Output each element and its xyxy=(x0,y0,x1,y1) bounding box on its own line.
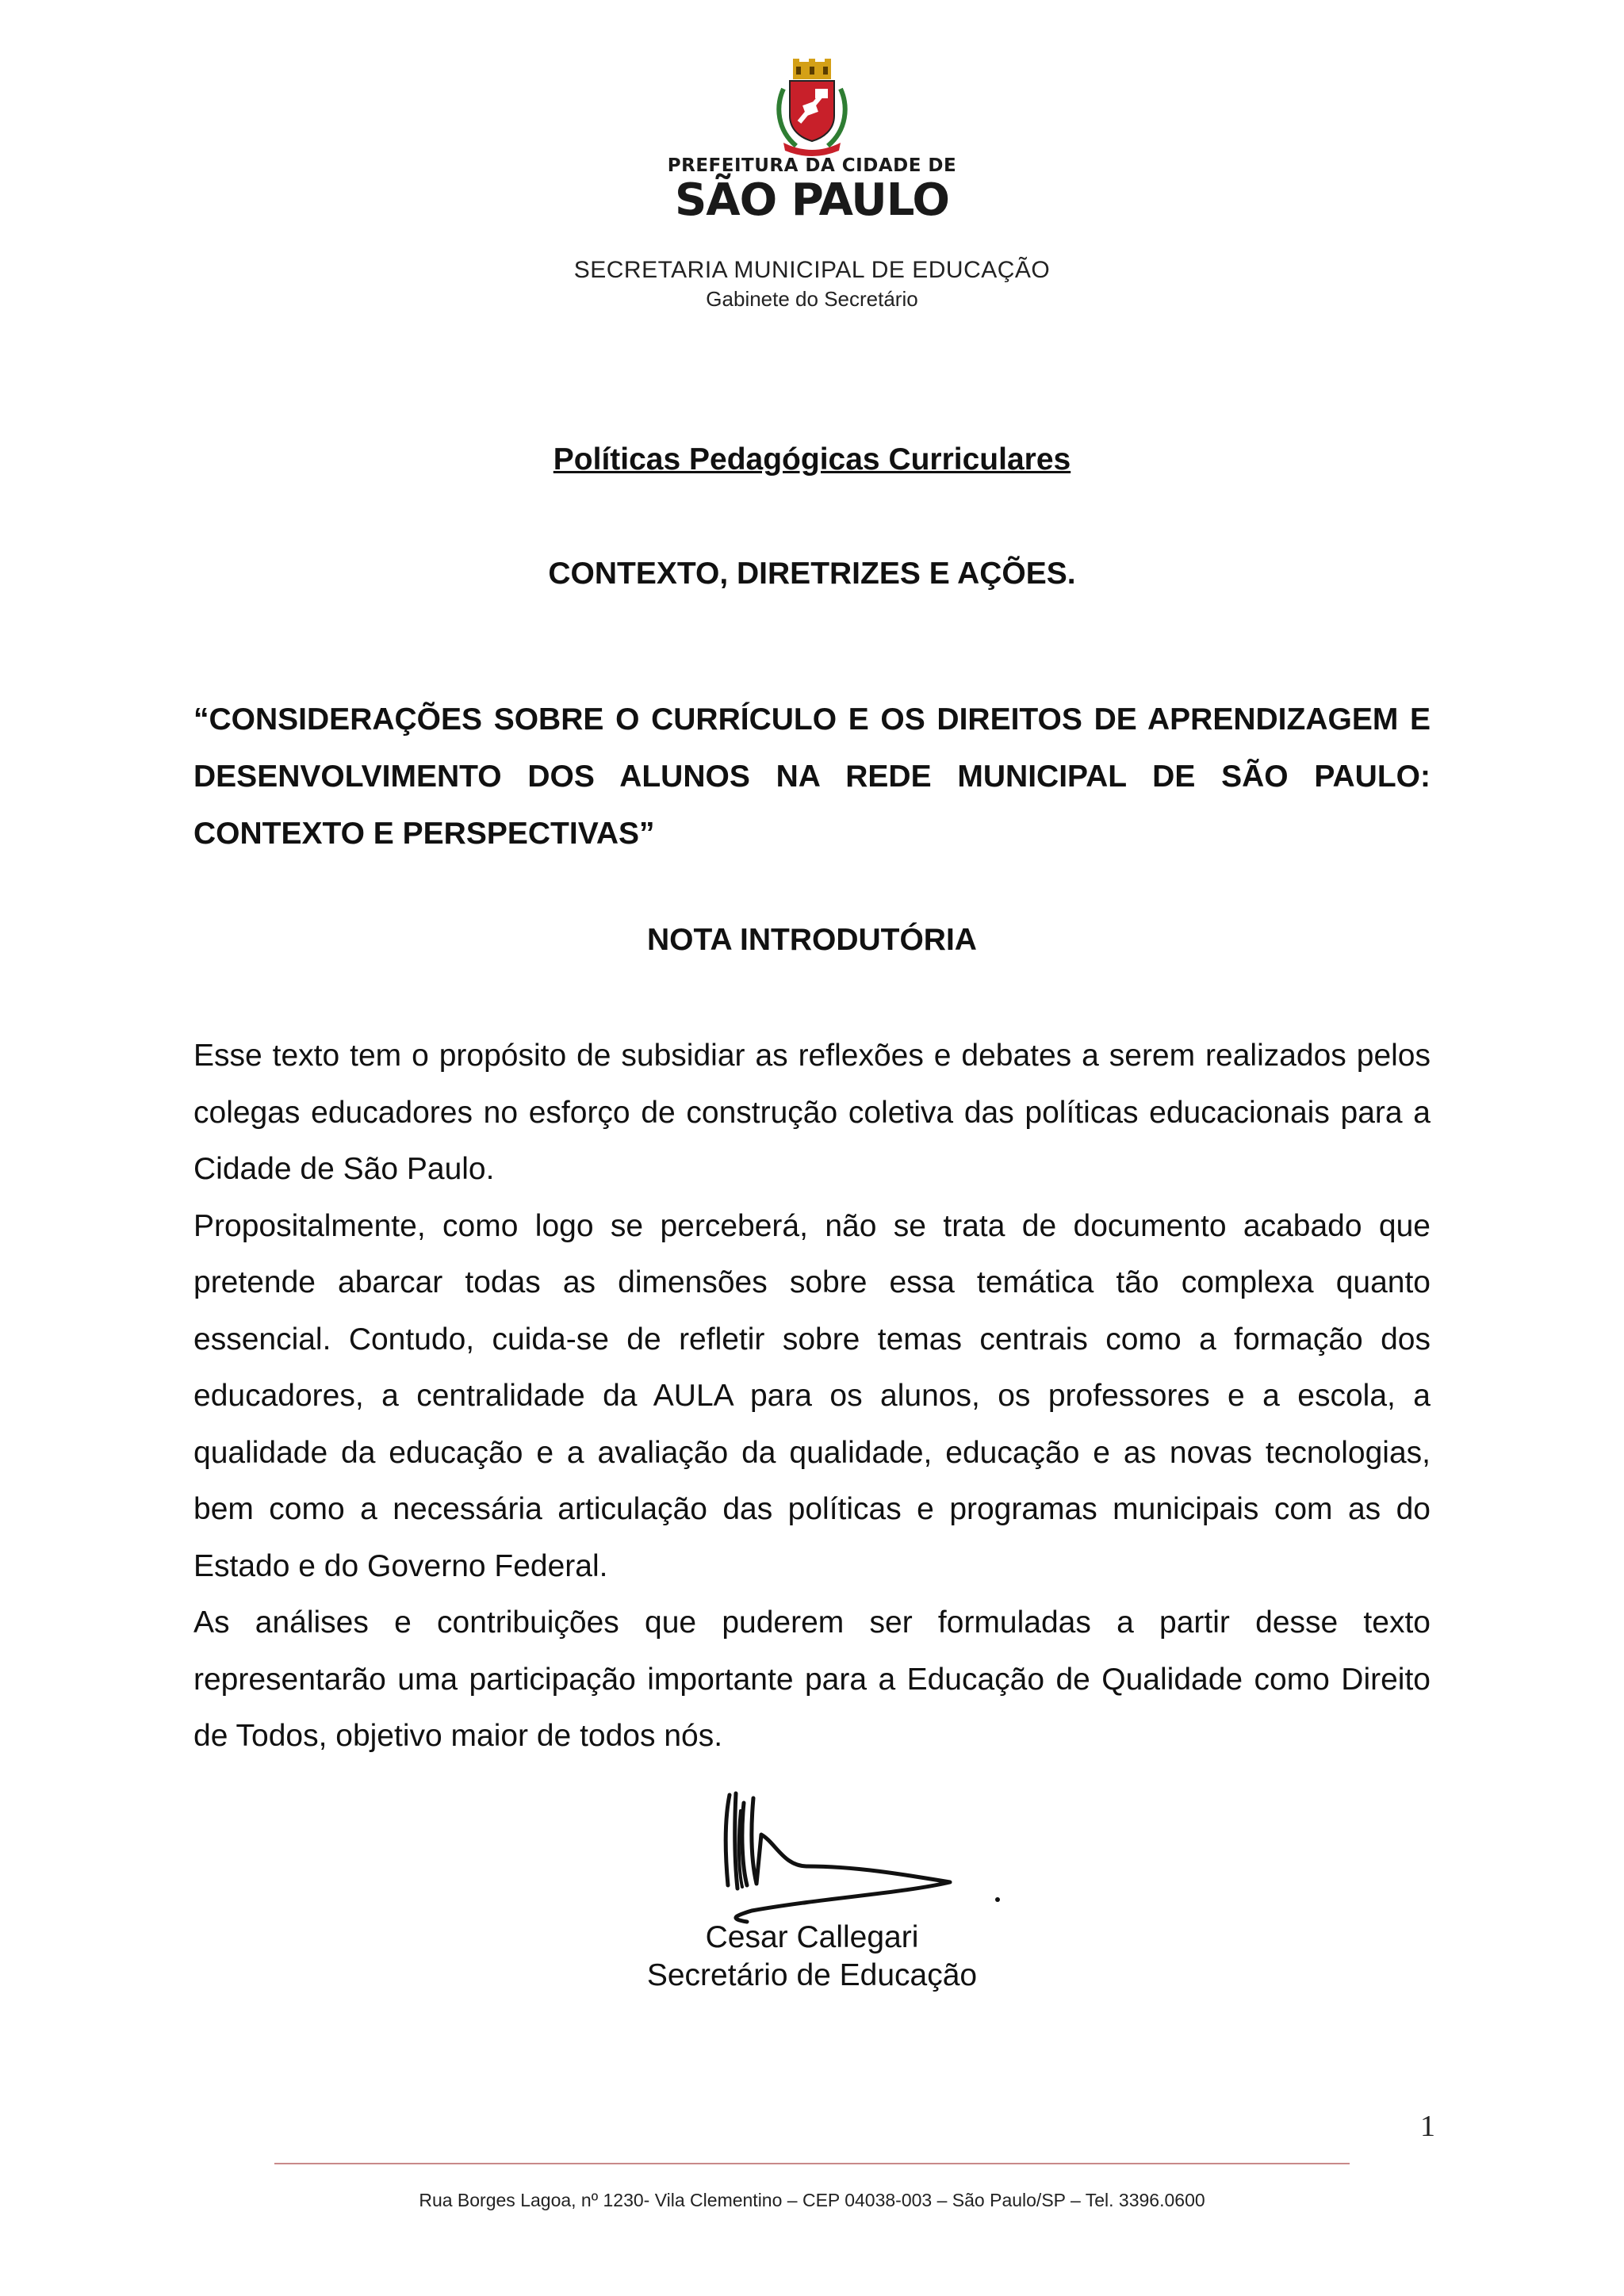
secretaria-heading: SECRETARIA MUNICIPAL DE EDUCAÇÃO xyxy=(573,257,1051,283)
signatory-role: Secretário de Educação xyxy=(646,1958,978,1992)
document-quoted-title: “CONSIDERAÇÕES SOBRE O CURRÍCULO E OS DIREITOS DE APRENDIZAGEM E DESENVOLVIMENTO DOS ALUNOS NA REDE MUNICIPAL DE SÃO PAULO: CONTEXTO E PERSPECTIVAS” xyxy=(193,702,1431,851)
document-title: Políticas Pedagógicas Curriculares xyxy=(553,442,1071,476)
body-paragraph: As análises e contribuições que puderem ser formuladas a partir desse texto representarão uma participação importante para a Educação de Qualidade como Direito de Todos, objetivo maior de todos nós. xyxy=(193,1605,1431,1753)
footer-divider xyxy=(274,2163,1350,2164)
gabinete-subheading: Gabinete do Secretário xyxy=(706,287,918,311)
org-name-line2: SÃO PAULO xyxy=(674,174,950,226)
body-paragraph: Esse texto tem o propósito de subsidiar as reflexões e debates a serem realizados pelos colegas educadores no esforço de construção coletiva das políticas educacionais para a Cidade de São Paulo. xyxy=(193,1039,1431,1186)
footer-address: Rua Borges Lagoa, nº 1230- Vila Clementino – CEP 04038-003 – São Paulo/SP – Tel. 3396.0600 xyxy=(419,2190,1205,2210)
body-text xyxy=(193,1027,1431,1765)
org-name-line1: PREFEITURA DA CIDADE DE xyxy=(667,155,957,176)
sao-paulo-coat-of-arms-icon xyxy=(772,57,852,160)
section-heading-nota: NOTA INTRODUTÓRIA xyxy=(647,923,977,957)
body-paragraph: Propositalmente, como logo se perceberá, não se trata de documento acabado que pretende abarcar todas as dimensões sobre essa temática tão complexa quanto essencial. Contudo, cuida-se de refletir sobre temas centrais como a formação dos educadores, a centralidade da AULA para os alunos, os professores e a escola, a qualidade da educação e a avaliação da qualidade, educação e as novas tecnologias, bem como a necessária articulação das políticas e programas municipais com as do Estado e do Governo Federal. xyxy=(193,1208,1431,1583)
page-number: 1 xyxy=(1420,2110,1435,2143)
document-subtitle: CONTEXTO, DIRETRIZES E AÇÕES. xyxy=(548,557,1076,591)
signatory-name: Cesar Callegari xyxy=(705,1920,919,1954)
